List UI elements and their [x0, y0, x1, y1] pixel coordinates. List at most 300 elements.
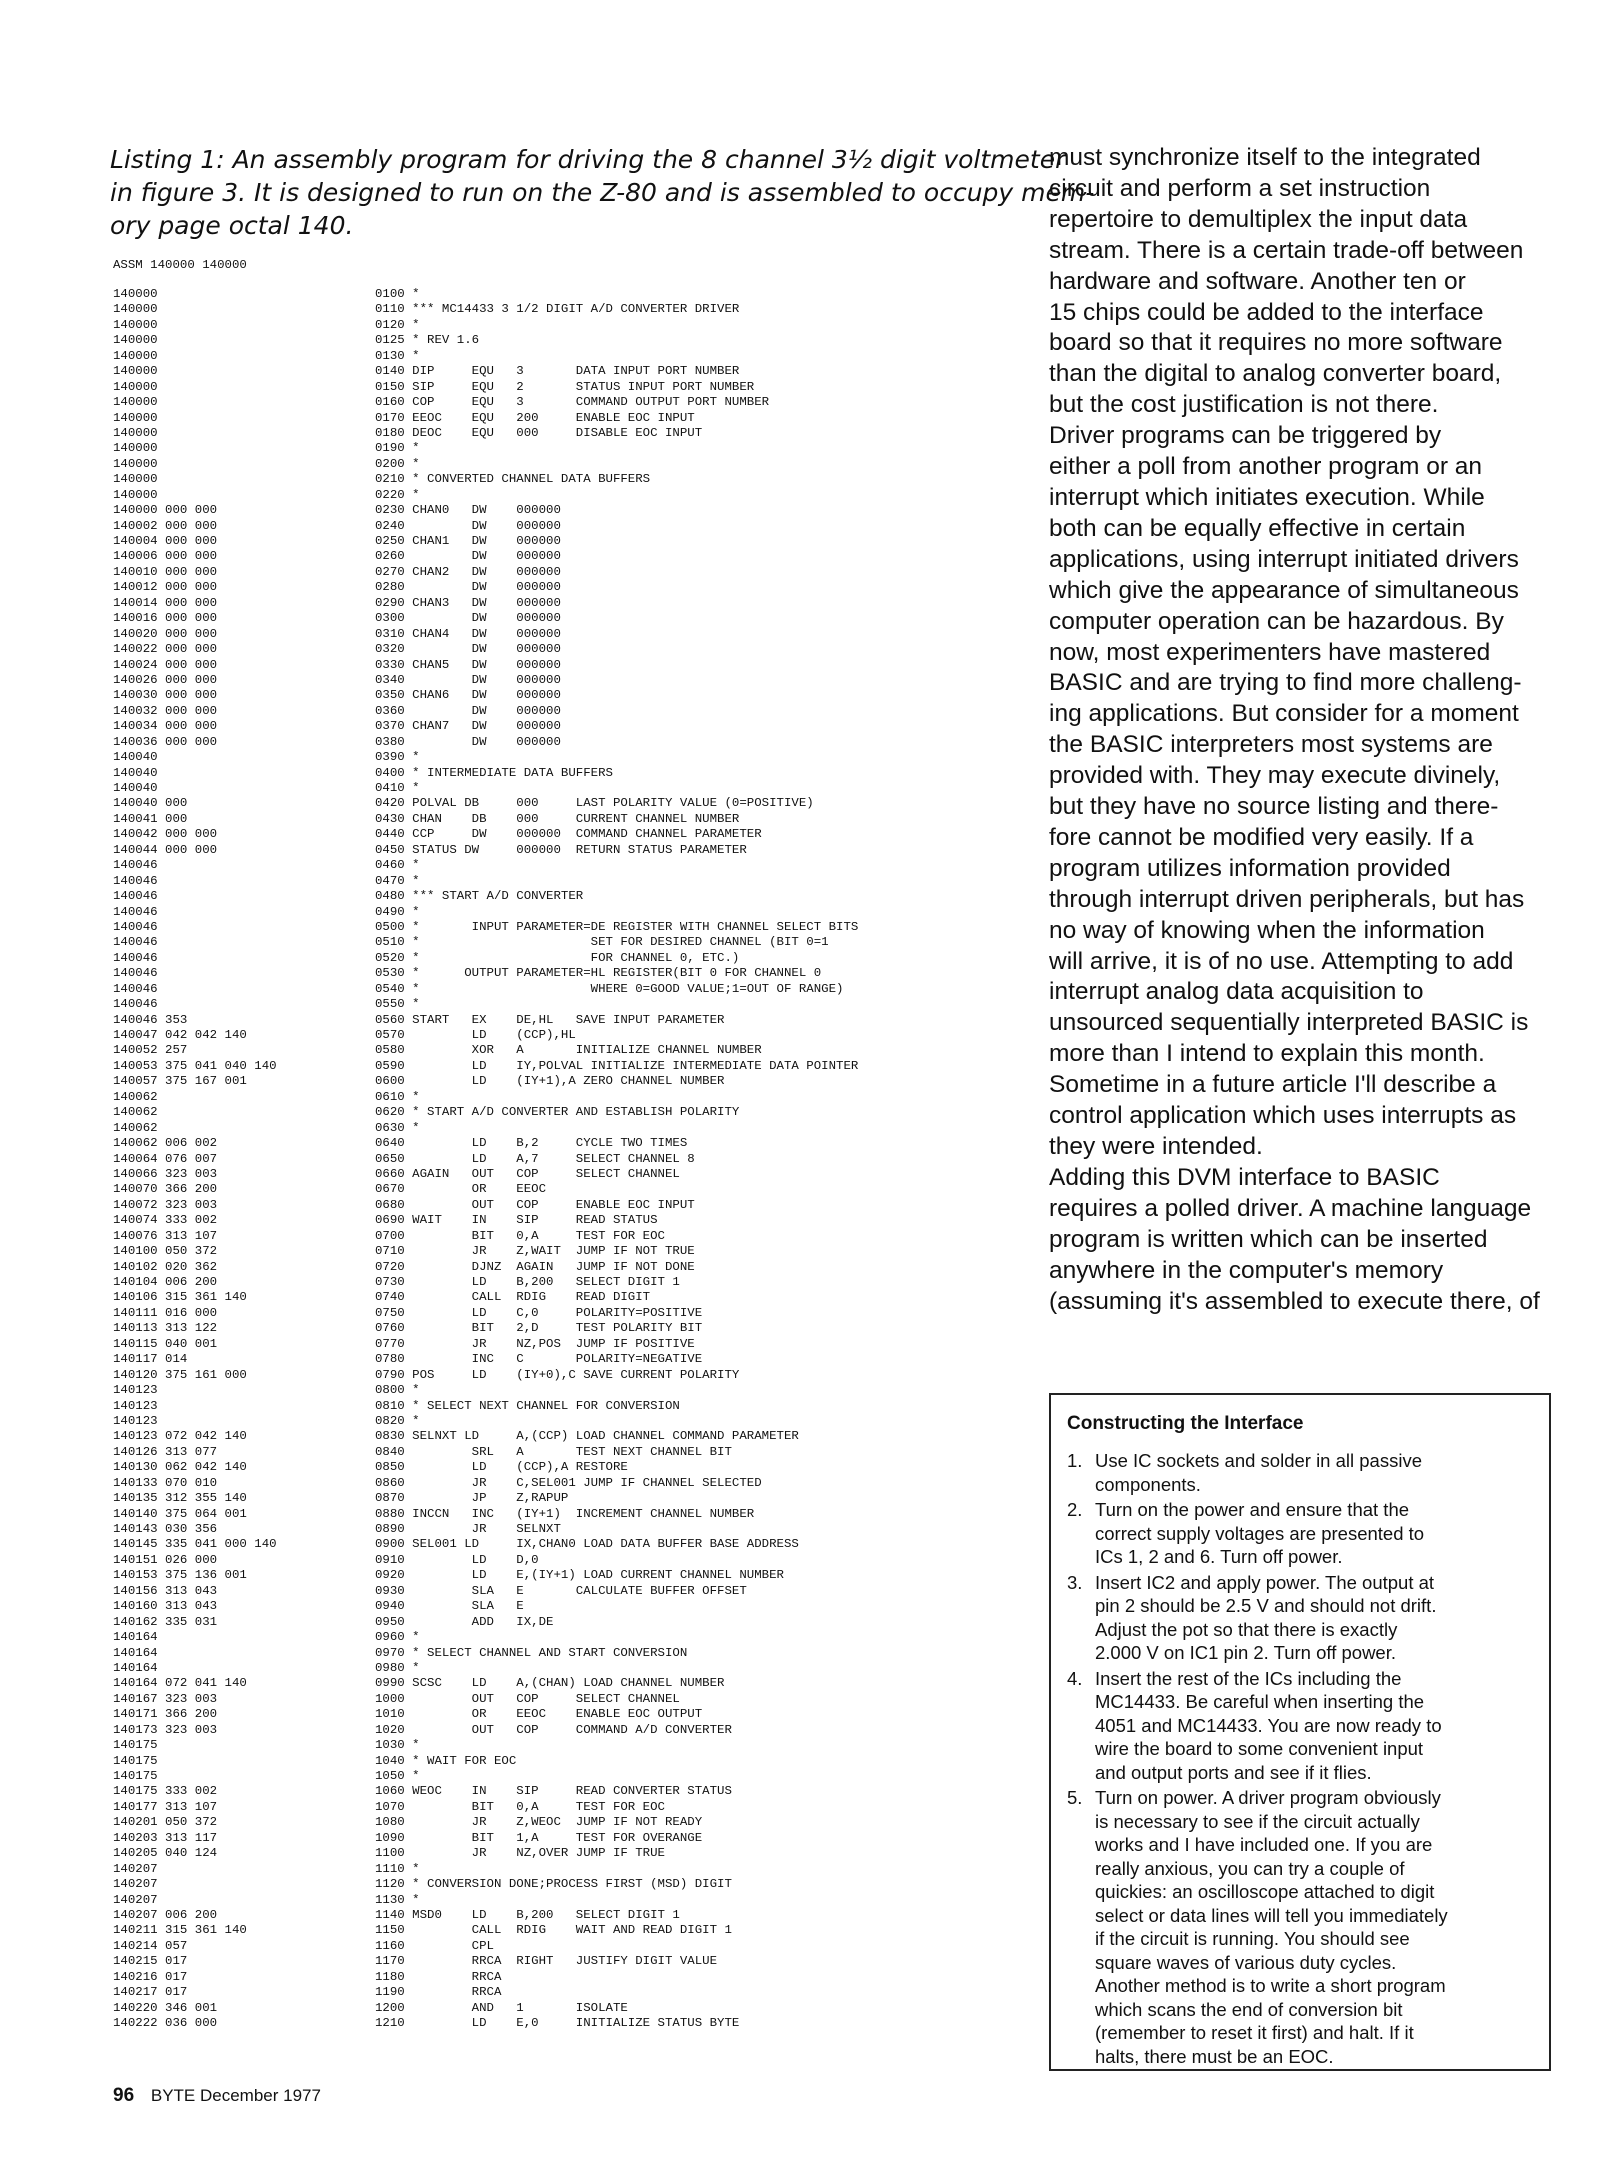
source-line: 1040 * WAIT FOR EOC	[375, 1753, 517, 1768]
item-line: Use IC sockets and solder in all passive	[1095, 1450, 1422, 1471]
object-code: 140040	[113, 750, 158, 765]
object-code: 140026 000 000	[113, 672, 218, 687]
source-line: 0120 *	[375, 317, 420, 332]
instruction-item	[1067, 1786, 1533, 2068]
source-line: 0410 *	[375, 781, 420, 795]
object-code: 140034 000 000	[113, 719, 218, 734]
object-code: 140160 313 043	[113, 1599, 218, 1614]
object-code: 140020 000 000	[113, 626, 218, 641]
source-line: 1010 OR EEOC ENABLE EOC OUTPUT	[375, 1707, 703, 1722]
object-code: 140151 026 000	[113, 1552, 218, 1567]
listing-row	[113, 1136, 1013, 1151]
object-code: 140140 375 064 001	[113, 1506, 247, 1521]
text-line: more than I intend to explain this month.	[1049, 1040, 1485, 1068]
text-line: but they have no source listing and there-	[1049, 793, 1499, 821]
instruction-item	[1067, 1498, 1533, 1569]
item-number: 4.	[1067, 1667, 1083, 1689]
listing-row	[113, 1476, 1013, 1491]
source-line: 0190 *	[375, 441, 420, 456]
listing-row	[113, 1429, 1013, 1444]
object-code: 140010 000 000	[113, 564, 218, 579]
object-code: 140133 070 010	[113, 1475, 218, 1490]
item-line: square waves of various duty cycles.	[1095, 1951, 1397, 1973]
object-code: 140164 072 041 140	[113, 1676, 247, 1691]
source-line: 0500 * INPUT PARAMETER=DE REGISTER WITH CHANNEL SELECT BITS	[375, 919, 859, 934]
source-line: 0470 *	[375, 873, 420, 888]
listing-row	[113, 1105, 1013, 1120]
text-line: anywhere in the computer's memory	[1049, 1256, 1444, 1284]
source-line: 1120 * CONVERSION DONE;PROCESS FIRST (MSD) DIGIT	[375, 1877, 732, 1892]
source-line: 0160 COP EQU 3 COMMAND OUTPUT PORT NUMBER	[375, 395, 770, 410]
source-line: 0130 *	[375, 348, 420, 363]
listing-row	[113, 1414, 1013, 1429]
listing-row	[113, 1043, 1013, 1058]
item-line: Turn on power. A driver program obviously	[1095, 1787, 1441, 1808]
listing-row	[113, 1707, 1013, 1722]
source-line: 0330 CHAN5 DW 000000	[375, 657, 561, 672]
object-code: 140016 000 000	[113, 611, 218, 626]
item-body	[1095, 1786, 1448, 2068]
listing-row	[113, 503, 1013, 518]
listing-row	[113, 549, 1013, 564]
source-line: 1110 *	[375, 1861, 420, 1876]
listing-row	[113, 580, 1013, 595]
listing-row	[113, 1090, 1013, 1105]
listing-row	[113, 982, 1013, 997]
item-line: works and I have included one. If you are	[1095, 1834, 1433, 1855]
item-line: Another method is to write a short program	[1095, 1975, 1446, 1996]
text-line: program utilizes information provided	[1049, 854, 1451, 882]
listing-row	[113, 1368, 1013, 1383]
source-line: 1030 *	[375, 1738, 420, 1753]
item-body	[1095, 1571, 1436, 1665]
object-code: 140000	[113, 302, 158, 317]
text-line: Adding this DVM interface to BASIC	[1049, 1163, 1440, 1191]
source-line: 0910 LD D,0	[375, 1552, 539, 1567]
body-text	[1049, 143, 1551, 1317]
object-code: 140164	[113, 1630, 158, 1645]
object-code: 140201 050 372	[113, 1815, 218, 1830]
listing-row	[113, 1692, 1013, 1707]
source-line: 0490 *	[375, 904, 420, 919]
object-code: 140044 000 000	[113, 842, 218, 857]
assembly-listing	[113, 287, 1013, 2031]
object-code: 140117 014	[113, 1352, 188, 1367]
item-line: select or data lines will tell you immediately	[1095, 1904, 1448, 1926]
source-line: 0720 DJNZ AGAIN JUMP IF NOT DONE	[375, 1259, 695, 1274]
listing-row	[113, 395, 1013, 410]
item-line: 4051 and MC14433. You are now ready to	[1095, 1714, 1442, 1736]
listing-row	[113, 1507, 1013, 1522]
listing-row	[113, 1954, 1013, 1969]
item-line: pin 2 should be 2.5 V and should not drift.	[1095, 1595, 1437, 1616]
source-line: 0770 JR NZ,POS JUMP IF POSITIVE	[375, 1336, 695, 1351]
listing-caption	[110, 143, 1095, 242]
source-line: 1080 JR Z,WEOC JUMP IF NOT READY	[375, 1815, 703, 1830]
listing-row	[113, 1846, 1013, 1861]
object-code: 140000	[113, 317, 158, 332]
source-line: 0550 *	[375, 997, 420, 1012]
source-line: 0820 *	[375, 1413, 420, 1428]
listing-row	[113, 874, 1013, 889]
source-line: 0700 BIT 0,A TEST FOR EOC	[375, 1228, 665, 1243]
listing-row	[113, 1908, 1013, 1923]
text-line: either a poll from another program or an	[1049, 453, 1483, 481]
object-code: 140102 020 362	[113, 1259, 218, 1274]
source-line: 0810 * SELECT NEXT CHANNEL FOR CONVERSION	[375, 1398, 680, 1413]
object-code: 140000	[113, 472, 158, 487]
source-line: 0620 * START A/D CONVERTER AND ESTABLISH POLARITY	[375, 1105, 740, 1120]
source-line: 0800 *	[375, 1383, 420, 1398]
object-code: 140000	[113, 348, 158, 363]
object-code: 140207	[113, 1892, 158, 1907]
object-code: 140062 006 002	[113, 1136, 218, 1151]
listing-row	[113, 380, 1013, 395]
listing-row	[113, 1877, 1013, 1892]
item-line: wire the board to some convenient input	[1095, 1738, 1424, 1759]
listing-row	[113, 1383, 1013, 1398]
source-line: 0730 LD B,200 SELECT DIGIT 1	[375, 1275, 680, 1289]
source-line: 0960 *	[375, 1630, 420, 1645]
listing-row	[113, 1491, 1013, 1506]
listing-row	[113, 1568, 1013, 1583]
object-code: 140135 312 355 140	[113, 1491, 247, 1506]
source-line: 0180 DEOC EQU 000 DISABLE EOC INPUT	[375, 425, 703, 440]
source-line: 0830 SELNXT LD A,(CCP) LOAD CHANNEL COMMAND PARAMETER	[375, 1429, 799, 1444]
object-code: 140175 333 002	[113, 1784, 218, 1799]
object-code: 140203 313 117	[113, 1830, 218, 1845]
listing-row	[113, 2016, 1013, 2031]
item-body	[1095, 1667, 1442, 1785]
listing-row	[113, 1738, 1013, 1753]
listing-row	[113, 735, 1013, 750]
source-line: 0110 *** MC14433 3 1/2 DIGIT A/D CONVERTER DRIVER	[375, 302, 740, 317]
object-code: 140052 257	[113, 1043, 188, 1058]
listing-row	[113, 1862, 1013, 1877]
source-line: 0360 DW 000000	[375, 703, 561, 718]
caption-line: in figure 3. It is designed to run on the Z-80 and is assembled to occupy mem-	[110, 178, 1095, 207]
listing-row	[113, 1723, 1013, 1738]
object-code: 140046	[113, 919, 158, 934]
object-code: 140066 323 003	[113, 1166, 218, 1181]
object-code: 140000	[113, 441, 158, 456]
text-line: circuit and perform a set instruction	[1049, 174, 1431, 202]
text-line: ing applications. But consider for a moment	[1049, 700, 1519, 728]
object-code: 140211 315 361 140	[113, 1923, 247, 1938]
listing-row	[113, 1306, 1013, 1321]
source-line: 0680 OUT COP ENABLE EOC INPUT	[375, 1197, 695, 1212]
publication: BYTE December 1977	[150, 2086, 321, 2105]
listing-row	[113, 1290, 1013, 1305]
object-code: 140046	[113, 935, 158, 950]
item-line: correct supply voltages are presented to	[1095, 1522, 1425, 1544]
item-line: which scans the end of conversion bit	[1095, 1998, 1403, 2020]
item-line: if the circuit is running. You should see	[1095, 1928, 1410, 1949]
listing-row	[113, 1059, 1013, 1074]
object-code: 140046 353	[113, 1012, 188, 1027]
source-line: 0630 *	[375, 1120, 420, 1135]
source-line: 0300 DW 000000	[375, 611, 561, 626]
source-line: 1060 WEOC IN SIP READ CONVERTER STATUS	[375, 1784, 732, 1799]
text-line: Sometime in a future article I'll describe a	[1049, 1071, 1497, 1099]
object-code: 140000	[113, 487, 158, 502]
object-code: 140123	[113, 1398, 158, 1413]
listing-row	[113, 1970, 1013, 1985]
item-line: is necessary to see if the circuit actually	[1095, 1810, 1420, 1832]
object-code: 140004 000 000	[113, 534, 218, 548]
object-code: 140115 040 001	[113, 1336, 218, 1351]
listing-row	[113, 565, 1013, 580]
object-code: 140062	[113, 1089, 158, 1104]
object-code: 140000	[113, 287, 158, 301]
text-line: both can be equally effective in certain	[1049, 514, 1466, 542]
item-line: Insert the rest of the ICs including the	[1095, 1667, 1402, 1689]
object-code: 140222 036 000	[113, 2016, 218, 2030]
object-code: 140030 000 000	[113, 688, 218, 703]
source-line: 0920 LD E,(IY+1) LOAD CURRENT CHANNEL NUMBER	[375, 1568, 784, 1583]
source-line: 1090 BIT 1,A TEST FOR OVERANGE	[375, 1830, 703, 1845]
listing-row	[113, 750, 1013, 765]
source-line: 0690 WAIT IN SIP READ STATUS	[375, 1213, 658, 1228]
text-line: they were intended.	[1049, 1133, 1263, 1160]
item-line: Insert IC2 and apply power. The output at	[1095, 1571, 1435, 1593]
source-line: 0980 *	[375, 1660, 420, 1675]
listing-row	[113, 1182, 1013, 1197]
source-line: 1210 LD E,0 INITIALIZE STATUS BYTE	[375, 2016, 740, 2030]
text-line: stream. There is a certain trade-off between	[1049, 236, 1524, 264]
listing-row	[113, 302, 1013, 317]
source-line: 0440 CCP DW 000000 COMMAND CHANNEL PARAMETER	[375, 827, 762, 842]
text-line: applications, using interrupt initiated drivers	[1049, 545, 1519, 573]
source-line: 0760 BIT 2,D TEST POLARITY BIT	[375, 1321, 703, 1336]
source-line: 1070 BIT 0,A TEST FOR EOC	[375, 1799, 665, 1814]
object-code: 140113 313 122	[113, 1321, 218, 1336]
item-line: Turn on the power and ensure that the	[1095, 1499, 1410, 1520]
object-code: 140175	[113, 1738, 158, 1753]
listing-row	[113, 1460, 1013, 1475]
object-code: 140000	[113, 425, 158, 440]
listing-row	[113, 1831, 1013, 1846]
object-code: 140046	[113, 997, 158, 1012]
object-code: 140024 000 000	[113, 657, 218, 672]
listing-row	[113, 287, 1013, 302]
source-line: 1100 JR NZ,OVER JUMP IF TRUE	[375, 1846, 665, 1861]
source-line: 0930 SLA E CALCULATE BUFFER OFFSET	[375, 1583, 747, 1598]
item-line: components.	[1095, 1473, 1201, 1495]
source-line: 1150 CALL RDIG WAIT AND READ DIGIT 1	[375, 1923, 732, 1938]
listing-row	[113, 1923, 1013, 1938]
source-line: 0540 * WHERE 0=GOOD VALUE;1=OUT OF RANGE)	[375, 981, 844, 996]
text-line: no way of knowing when the information	[1049, 916, 1485, 944]
source-line: 0430 CHAN DB 000 CURRENT CHANNEL NUMBER	[375, 811, 740, 826]
item-body	[1095, 1498, 1424, 1569]
object-code: 140057 375 167 001	[113, 1074, 247, 1089]
source-line: 0870 JP Z,RAPUP	[375, 1491, 569, 1506]
source-line: 0320 DW 000000	[375, 642, 561, 657]
listing-row	[113, 1013, 1013, 1028]
object-code: 140046	[113, 858, 158, 873]
item-line: quickies: an oscilloscope attached to digit	[1095, 1881, 1435, 1902]
assm-header: ASSM 140000 140000	[113, 258, 247, 272]
sidebar-box	[1049, 1393, 1551, 2071]
source-line: 0650 LD A,7 SELECT CHANNEL 8	[375, 1151, 695, 1166]
listing-row	[113, 1399, 1013, 1414]
object-code: 140022 000 000	[113, 642, 218, 657]
object-code: 140000	[113, 379, 158, 394]
source-line: 0400 * INTERMEDIATE DATA BUFFERS	[375, 765, 613, 780]
source-line: 0460 *	[375, 858, 420, 873]
source-line: 1130 *	[375, 1892, 420, 1907]
source-line: 0480 *** START A/D CONVERTER	[375, 889, 584, 904]
listing-row	[113, 1152, 1013, 1167]
source-line: 0210 * CONVERTED CHANNEL DATA BUFFERS	[375, 472, 651, 487]
object-code: 140207 006 200	[113, 1907, 218, 1922]
text-line: requires a polled driver. A machine language	[1049, 1194, 1532, 1222]
listing-row	[113, 534, 1013, 549]
listing-row	[113, 1784, 1013, 1799]
source-line: 0150 SIP EQU 2 STATUS INPUT PORT NUMBER	[375, 379, 755, 394]
page-number: 96	[113, 2085, 135, 2106]
source-line: 0940 SLA E	[375, 1599, 524, 1614]
text-line: Driver programs can be triggered by	[1049, 422, 1442, 450]
listing-row	[113, 1121, 1013, 1136]
object-code: 140064 076 007	[113, 1151, 218, 1166]
object-code: 140032 000 000	[113, 703, 218, 718]
listing-row	[113, 1800, 1013, 1815]
source-line: 0170 EEOC EQU 200 ENABLE EOC INPUT	[375, 410, 695, 425]
listing-row	[113, 1352, 1013, 1367]
source-line: 1140 MSD0 LD B,200 SELECT DIGIT 1	[375, 1907, 680, 1922]
listing-row	[113, 457, 1013, 472]
listing-row	[113, 1584, 1013, 1599]
listing-row	[113, 611, 1013, 626]
listing-row	[113, 1754, 1013, 1769]
listing-row	[113, 1646, 1013, 1661]
object-code: 140220 346 001	[113, 2000, 218, 2015]
item-line: ICs 1, 2 and 6. Turn off power.	[1095, 1546, 1343, 1567]
text-line: board so that it requires no more software	[1049, 329, 1503, 357]
instruction-item	[1067, 1449, 1533, 1496]
item-line: (remember to reset it first) and halt. If it	[1095, 2022, 1414, 2043]
object-code: 140123 072 042 140	[113, 1429, 247, 1444]
source-line: 0280 DW 000000	[375, 580, 561, 595]
listing-row	[113, 781, 1013, 796]
item-line: MC14433. Be careful when inserting the	[1095, 1691, 1425, 1712]
item-line: really anxious, you can try a couple of	[1095, 1857, 1405, 1879]
text-line: (assuming it's assembled to execute there, of	[1049, 1287, 1540, 1315]
listing-row	[113, 642, 1013, 657]
source-line: 0900 SEL001 LD IX,CHAN0 LOAD DATA BUFFER BASE ADDRESS	[375, 1537, 799, 1552]
listing-row	[113, 1321, 1013, 1336]
object-code: 140207	[113, 1861, 158, 1876]
object-code: 140215 017	[113, 1954, 188, 1969]
box-title: Constructing the Interface	[1067, 1413, 1304, 1434]
object-code: 140175	[113, 1769, 158, 1783]
object-code: 140153 375 136 001	[113, 1568, 247, 1583]
source-line: 0310 CHAN4 DW 000000	[375, 626, 561, 641]
source-line: 0950 ADD IX,DE	[375, 1614, 554, 1629]
object-code: 140173 323 003	[113, 1722, 218, 1737]
object-code: 140053 375 041 040 140	[113, 1058, 277, 1073]
source-line: 1180 RRCA	[375, 1969, 502, 1984]
source-line: 0890 JR SELNXT	[375, 1522, 561, 1536]
listing-row	[113, 966, 1013, 981]
object-code: 140047 042 042 140	[113, 1028, 247, 1042]
source-line: 1000 OUT COP SELECT CHANNEL	[375, 1691, 680, 1706]
text-line: which give the appearance of simultaneous	[1049, 576, 1519, 604]
instruction-list	[1067, 1449, 1533, 2068]
object-code: 140130 062 042 140	[113, 1460, 247, 1475]
object-code: 140046	[113, 873, 158, 888]
source-line: 1190 RRCA	[375, 1985, 502, 2000]
source-line: 0230 CHAN0 DW 000000	[375, 503, 561, 518]
object-code: 140214 057	[113, 1938, 188, 1953]
object-code: 140012 000 000	[113, 580, 218, 595]
object-code: 140217 017	[113, 1985, 188, 2000]
source-line: 0125 * REV 1.6	[375, 333, 480, 348]
listing-row	[113, 858, 1013, 873]
listing-row	[113, 827, 1013, 842]
caption-line: Listing 1: An assembly program for driving the 8 channel 3½ digit voltmeter	[110, 145, 1066, 174]
object-code: 140205 040 124	[113, 1846, 218, 1861]
item-number: 1.	[1067, 1450, 1083, 1471]
source-line: 1170 RRCA RIGHT JUSTIFY DIGIT VALUE	[375, 1954, 718, 1969]
object-code: 140046	[113, 889, 158, 904]
listing-row	[113, 1198, 1013, 1213]
object-code: 140156 313 043	[113, 1583, 218, 1598]
listing-row	[113, 1074, 1013, 1089]
source-line: 0670 OR EEOC	[375, 1182, 547, 1197]
listing-row	[113, 951, 1013, 966]
source-line: 0530 * OUTPUT PARAMETER=HL REGISTER(BIT 0 FOR CHANNEL 0	[375, 966, 822, 981]
source-line: 1200 AND 1 ISOLATE	[375, 2000, 628, 2015]
text-line: will arrive, it is of no use. Attempting to add	[1049, 947, 1514, 975]
object-code: 140145 335 041 000 140	[113, 1537, 277, 1552]
source-line: 0970 * SELECT CHANNEL AND START CONVERSION	[375, 1645, 688, 1660]
listing-row	[113, 349, 1013, 364]
caption-line: ory page octal 140.	[110, 211, 354, 240]
page-footer	[113, 2085, 321, 2107]
source-line: 0220 *	[375, 487, 420, 502]
source-line: 0590 LD IY,POLVAL INITIALIZE INTERMEDIATE DATA POINTER	[375, 1058, 859, 1073]
object-code: 140006 000 000	[113, 549, 218, 564]
object-code: 140072 323 003	[113, 1197, 218, 1212]
object-code: 140046	[113, 950, 158, 965]
source-line: 0520 * FOR CHANNEL 0, ETC.)	[375, 950, 740, 965]
object-code: 140074 333 002	[113, 1213, 218, 1228]
listing-row	[113, 333, 1013, 348]
source-line: 0990 SCSC LD A,(CHAN) LOAD CHANNEL NUMBER	[375, 1676, 725, 1691]
listing-row	[113, 704, 1013, 719]
object-code: 140040 000	[113, 796, 188, 811]
listing-row	[113, 411, 1013, 426]
text-line: repertoire to demultiplex the input data	[1049, 205, 1468, 233]
listing-row	[113, 889, 1013, 904]
item-number: 2.	[1067, 1499, 1083, 1520]
listing-row	[113, 441, 1013, 456]
source-line: 0370 CHAN7 DW 000000	[375, 719, 561, 734]
text-line: provided with. They may execute divinely,	[1049, 762, 1501, 790]
object-code: 140126 313 077	[113, 1444, 218, 1459]
listing-row	[113, 1769, 1013, 1784]
source-line: 0600 LD (IY+1),A ZERO CHANNEL NUMBER	[375, 1074, 725, 1089]
listing-row	[113, 596, 1013, 611]
listing-row	[113, 1661, 1013, 1676]
object-code: 140000	[113, 364, 158, 379]
item-body	[1095, 1449, 1422, 1496]
object-code: 140062	[113, 1105, 158, 1120]
object-code: 140207	[113, 1877, 158, 1892]
